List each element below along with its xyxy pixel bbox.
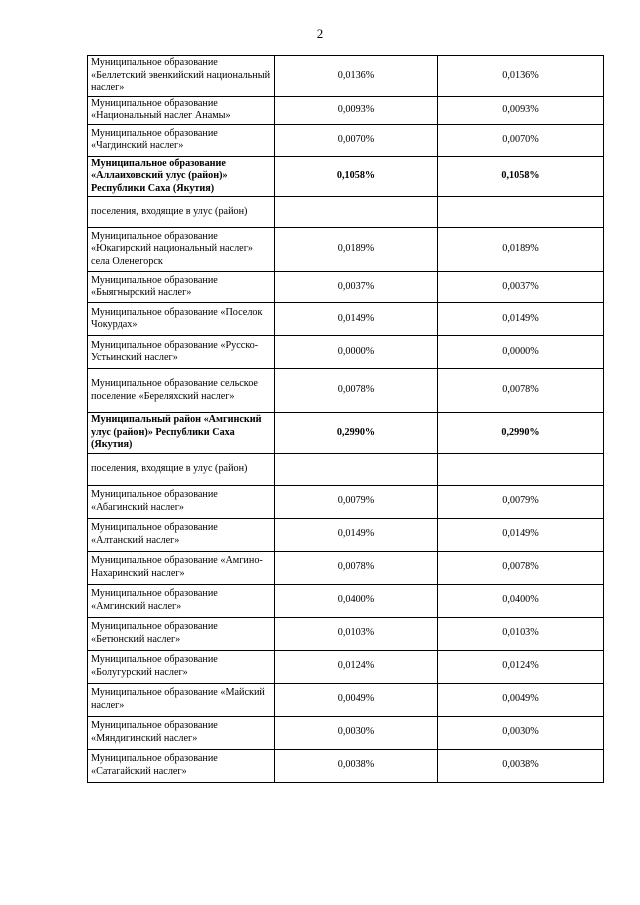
municipality-name-cell: поселения, входящие в улус (район) — [88, 453, 275, 485]
municipality-name-cell: Муниципальное образование сельское поселение «Береляхский наслег» — [88, 369, 275, 413]
municipality-name-cell: Муниципальное образование «Майский наслег» — [88, 683, 275, 716]
share-value-cell-2: 0,0149% — [438, 518, 604, 551]
page-number: 2 — [316, 26, 324, 41]
share-value-cell: 0,0079% — [275, 485, 438, 518]
share-value-cell-2: 0,0049% — [438, 683, 604, 716]
share-value-cell: 0,0103% — [275, 617, 438, 650]
share-value-cell: 0,0189% — [275, 228, 438, 272]
share-value-cell-2: 0,2990% — [438, 413, 604, 454]
share-value-cell: 0,0000% — [275, 336, 438, 369]
share-value-cell-2: 0,1058% — [438, 156, 604, 197]
share-value-cell: 0,0093% — [275, 96, 438, 124]
municipality-name-cell: Муниципальное образование «Беллетский эвенкийский национальный наслег» — [88, 56, 275, 97]
share-value-cell-2: 0,0124% — [438, 650, 604, 683]
table-row — [88, 336, 604, 369]
municipality-name-cell: Муниципальное образование «Сатагайский наслег» — [88, 749, 275, 782]
share-value-cell-2: 0,0093% — [438, 96, 604, 124]
table-row — [88, 551, 604, 584]
share-value-cell: 0,0124% — [275, 650, 438, 683]
share-value-cell: 0,0400% — [275, 584, 438, 617]
municipality-name-cell: Муниципальное образование «Болугурский наслег» — [88, 650, 275, 683]
municipality-name-cell: поселения, входящие в улус (район) — [88, 197, 275, 228]
share-value-cell-2: 0,0079% — [438, 485, 604, 518]
municipality-name-cell: Муниципальное образование «Бетюнский наслег» — [88, 617, 275, 650]
municipality-name-cell: Муниципальное образование «Абагинский наслег» — [88, 485, 275, 518]
municipality-name-cell: Муниципальное образование «Алтанский наслег» — [88, 518, 275, 551]
share-value-cell-2: 0,0030% — [438, 716, 604, 749]
municipality-name-cell: Муниципальное образование «Поселок Чокурдах» — [88, 303, 275, 336]
table-row — [88, 303, 604, 336]
share-value-cell: 0,2990% — [275, 413, 438, 454]
table-row — [88, 453, 604, 485]
table-row — [88, 683, 604, 716]
municipality-name-cell: Муниципальное образование «Быягнырский наслег» — [88, 272, 275, 303]
table-row — [88, 228, 604, 272]
share-value-cell: 0,0149% — [275, 518, 438, 551]
municipality-name-cell: Муниципальное образование «Национальный наслег Анамы» — [88, 96, 275, 124]
table-row — [88, 413, 604, 454]
share-value-cell: 0,0038% — [275, 749, 438, 782]
share-value-cell: 0,0078% — [275, 551, 438, 584]
table-row — [88, 650, 604, 683]
share-value-cell-2: 0,0070% — [438, 124, 604, 156]
share-value-cell-2 — [438, 453, 604, 485]
share-value-cell — [275, 197, 438, 228]
table-row — [88, 584, 604, 617]
municipality-name-cell: Муниципальное образование «Амгино-Нахаринский наслег» — [88, 551, 275, 584]
share-value-cell-2: 0,0078% — [438, 551, 604, 584]
table-row — [88, 617, 604, 650]
share-value-cell-2: 0,0400% — [438, 584, 604, 617]
municipality-name-cell: Муниципальное образование «Русско-Устьинский наслег» — [88, 336, 275, 369]
share-value-cell-2 — [438, 197, 604, 228]
share-value-cell-2: 0,0000% — [438, 336, 604, 369]
municipality-name-cell: Муниципальное образование «Юкагирский национальный наслег» села Оленегорск — [88, 228, 275, 272]
share-value-cell: 0,0078% — [275, 369, 438, 413]
share-value-cell: 0,0136% — [275, 56, 438, 97]
table-row — [88, 716, 604, 749]
table-row — [88, 518, 604, 551]
municipality-name-cell: Муниципальный район «Амгинский улус (район)» Республики Саха (Якутия) — [88, 413, 275, 454]
share-value-cell: 0,0030% — [275, 716, 438, 749]
share-value-cell-2: 0,0038% — [438, 749, 604, 782]
table-row — [88, 56, 604, 97]
municipality-name-cell: Муниципальное образование «Амгинский наслег» — [88, 584, 275, 617]
allocation-table — [87, 55, 604, 783]
share-value-cell-2: 0,0103% — [438, 617, 604, 650]
share-value-cell-2: 0,0136% — [438, 56, 604, 97]
share-value-cell-2: 0,0037% — [438, 272, 604, 303]
municipality-name-cell: Муниципальное образование «Чагдинский наслег» — [88, 124, 275, 156]
share-value-cell: 0,0037% — [275, 272, 438, 303]
share-value-cell-2: 0,0149% — [438, 303, 604, 336]
share-value-cell: 0,1058% — [275, 156, 438, 197]
table-row — [88, 272, 604, 303]
table-row — [88, 197, 604, 228]
municipality-name-cell: Муниципальное образование «Аллаиховский улус (район)» Республики Саха (Якутия) — [88, 156, 275, 197]
table-row — [88, 124, 604, 156]
municipality-name-cell: Муниципальное образование «Мяндигинский наслег» — [88, 716, 275, 749]
table-row — [88, 156, 604, 197]
share-value-cell-2: 0,0189% — [438, 228, 604, 272]
share-value-cell: 0,0049% — [275, 683, 438, 716]
table-row — [88, 96, 604, 124]
table-row — [88, 485, 604, 518]
table-row — [88, 749, 604, 782]
share-value-cell: 0,0149% — [275, 303, 438, 336]
share-value-cell: 0,0070% — [275, 124, 438, 156]
share-value-cell — [275, 453, 438, 485]
table-body — [88, 56, 604, 783]
share-value-cell-2: 0,0078% — [438, 369, 604, 413]
table-row — [88, 369, 604, 413]
